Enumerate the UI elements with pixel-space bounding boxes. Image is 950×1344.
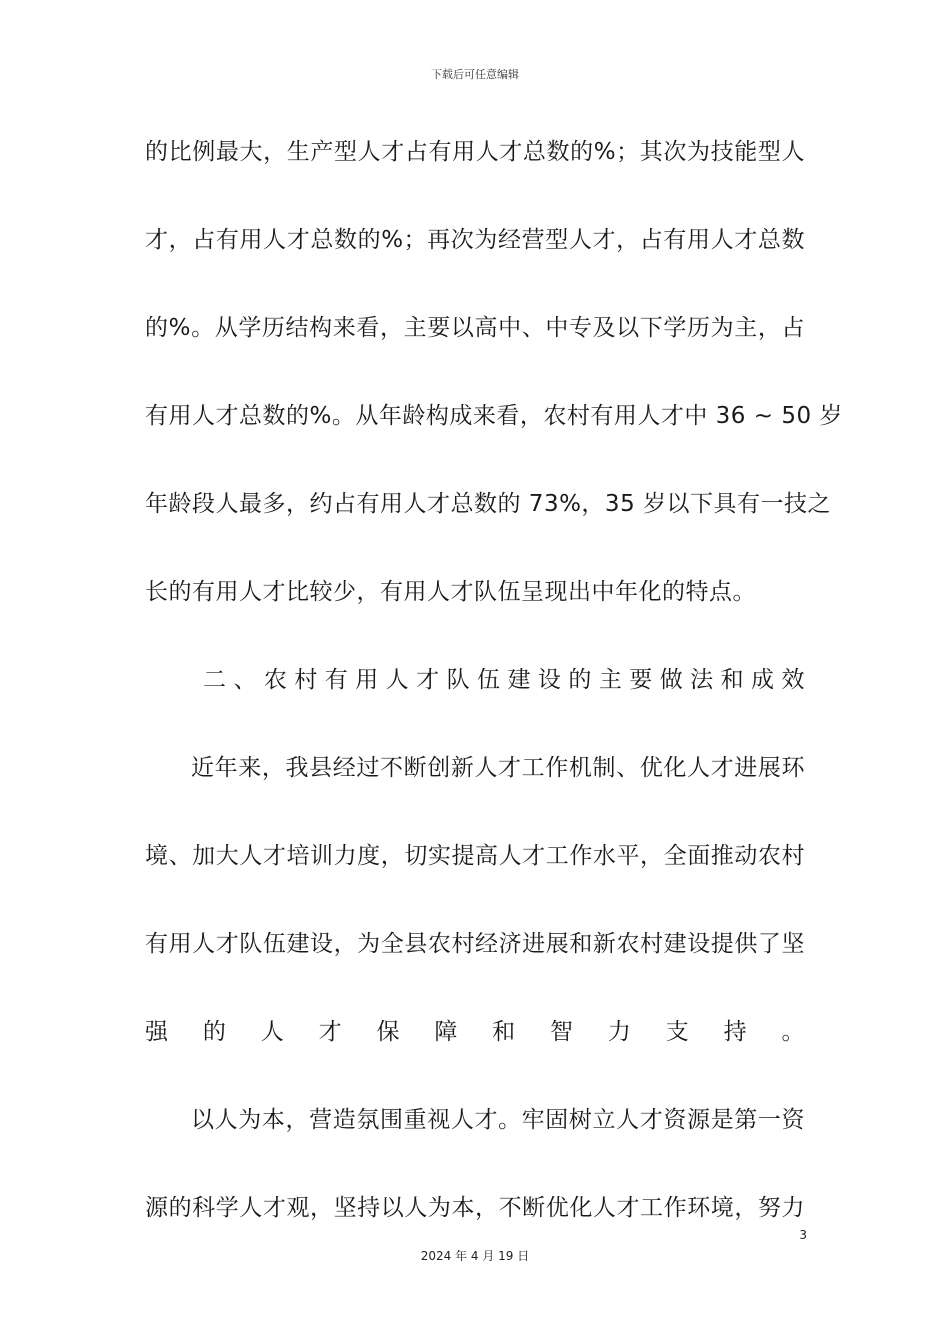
paragraph-line: 年龄段人最多，约占有用人才总数的 73%，35 岁以下具有一技之 [145, 491, 832, 517]
page-number: 3 [799, 1228, 807, 1242]
paragraph-line: 才，占有用人才总数的%；再次为经营型人才，占有用人才总数 [145, 227, 805, 253]
paragraph-line: 长的有用人才比较少，有用人才队伍呈现出中年化的特点。 [145, 579, 756, 605]
paragraph-line: 源的科学人才观，坚持以人为本，不断优化人才工作环境，努力 [145, 1195, 805, 1221]
section-heading: 二、农村有用人才队伍建设的主要做法和成效 [203, 667, 805, 693]
paragraph-line: 的比例最大，生产型人才占有用人才总数的%；其次为技能型人 [145, 139, 805, 165]
paragraph-line: 近年来，我县经过不断创新人才工作机制、优化人才进展环 [191, 755, 805, 781]
paragraph-line: 有用人才总数的%。从年龄构成来看，农村有用人才中 36 ~ 50 岁 [145, 403, 843, 429]
paragraph-line: 境、加大人才培训力度，切实提高人才工作水平，全面推动农村 [145, 843, 805, 869]
paragraph-line: 以人为本，营造氛围重视人才。牢固树立人才资源是第一资 [191, 1107, 805, 1133]
page-header-note: 下载后可任意编辑 [431, 68, 519, 81]
paragraph-line: 强的人才保障和智力支持。 [145, 1019, 805, 1045]
footer-date: 2024 年 4 月 19 日 [420, 1249, 530, 1263]
paragraph-line: 有用人才队伍建设，为全县农村经济进展和新农村建设提供了坚 [145, 931, 805, 957]
paragraph-line: 的%。从学历结构来看，主要以高中、中专及以下学历为主，占 [145, 315, 805, 341]
